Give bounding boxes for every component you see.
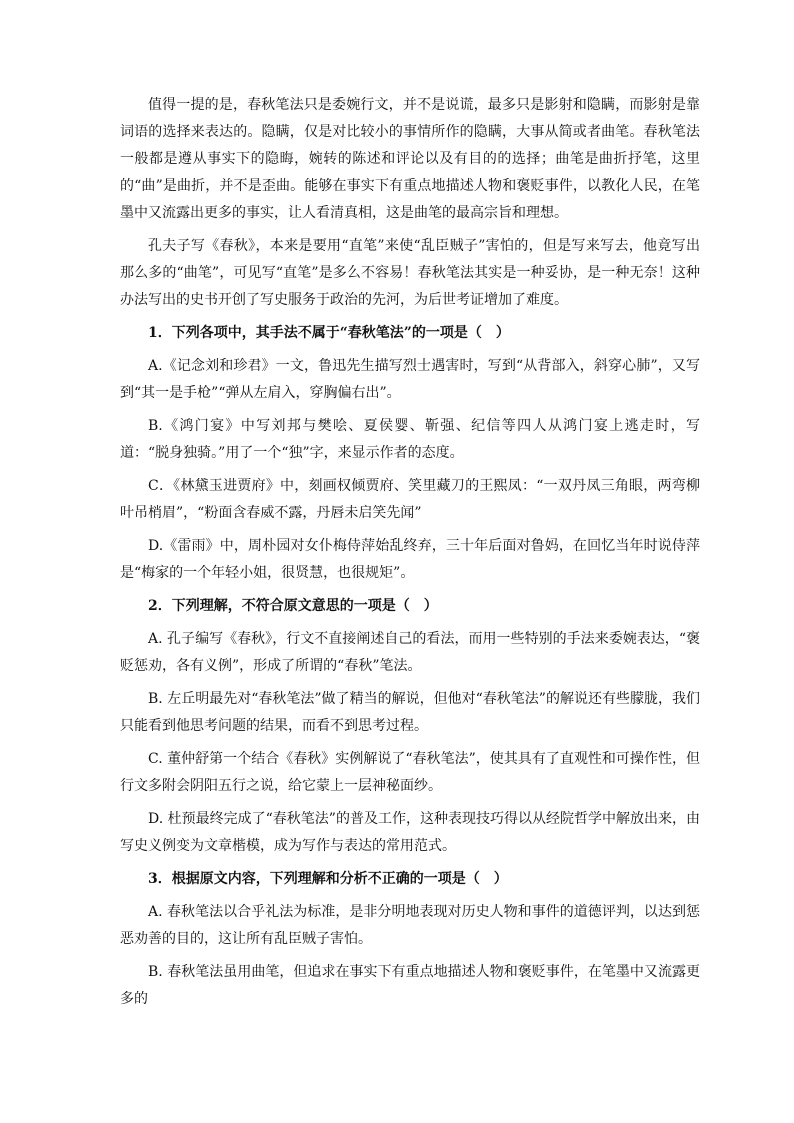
answer-option: B.《鸿门宴》中写刘邦与樊哙、夏侯婴、靳强、纪信等四人从鸿门宴上逃走时，写道：“脱身独骑。”用了一个“独”字，来显示作者的态度。 (120, 418, 700, 461)
question-stem: 1．下列各项中，其手法不属于“春秋笔法”的一项是（ ） (148, 325, 510, 341)
answer-option: A. 春秋笔法以合乎礼法为标准，是非分明地表现对历史人物和事件的道德评判，以达到惩恶劝善的目的，这让所有乱臣贼子害怕。 (120, 904, 700, 947)
answer-option: A. 孔子编写《春秋》，行文不直接阐述自己的看法，而用一些特别的手法来委婉表达，“褒贬惩劝，各有义例”，形成了所谓的“春秋”笔法。 (120, 631, 700, 674)
question-stem: 2．下列理解，不符合原文意思的一项是（ ） (148, 598, 438, 614)
answer-option: B. 左丘明最先对“春秋笔法”做了精当的解说，但他对“春秋笔法”的解说还有些朦胧，我们只能看到他思考问题的结果，而看不到思考过程。 (120, 691, 700, 734)
answer-option: C. 董仲舒第一个结合《春秋》实例解说了“春秋笔法”，使其具有了直观性和可操作性，但行文多附会阴阳五行之说，给它蒙上一层神秘面纱。 (120, 751, 700, 794)
question-stem: 3．根据原文内容，下列理解和分析不正确的一项是（ ） (148, 871, 508, 887)
paragraph: 孔夫子写《春秋》，本来是要用“直笔”来使“乱臣贼子”害怕的，但是写来写去，他竟写出那么多的“曲笔”，可见写“直笔”是多么不容易！春秋笔法其实是一种妥协，是一种无奈！这种办法写出的史书开创了写史服务于政治的先河，为后世考证增加了难度。 (120, 238, 700, 308)
answer-option: B. 春秋笔法虽用曲笔，但追求在事实下有重点地描述人物和褒贬事件，在笔墨中又流露更多的 (120, 964, 700, 1007)
answer-option: A.《记念刘和珍君》一文，鲁迅先生描写烈士遇害时，写到“从背部入，斜穿心肺”，又写到“其一是手枪”“弹从左肩入，穿胸偏右出”。 (120, 358, 700, 401)
document-page (120, 92, 700, 1019)
answer-option: D. 杜预最终完成了“春秋笔法”的普及工作，这种表现技巧得以从经院哲学中解放出来，由写史义例变为文章楷模，成为写作与表达的常用范式。 (120, 811, 700, 854)
paragraph: 值得一提的是，春秋笔法只是委婉行文，并不是说谎，最多只是影射和隐瞒，而影射是靠词语的选择来表达的。隐瞒，仅是对比较小的事情所作的隐瞒，大事从简或者曲笔。春秋笔法一般都是遵从事实下的隐晦，婉转的陈述和评论以及有目的的选择；曲笔是曲折抒笔，这里的“曲”是曲折，并不是歪曲。能够在事实下有重点地描述人物和褒贬事件，以教化人民，在笔墨中又流露出更多的事实，让人看清真相，这是曲笔的最高宗旨和理想。 (120, 97, 700, 221)
answer-option: C．《林黛玉进贾府》中，刻画权倾贾府、笑里藏刀的王熙凤：“一双丹凤三角眼，两弯柳叶吊梢眉”，“粉面含春威不露，丹唇未启笑先闻” (120, 478, 700, 521)
answer-option: D.《雷雨》中，周朴园对女仆梅侍萍始乱终弃，三十年后面对鲁妈，在回忆当年时说侍萍是“梅家的一个年轻小姐，很贤慧，也很规矩”。 (120, 538, 700, 581)
